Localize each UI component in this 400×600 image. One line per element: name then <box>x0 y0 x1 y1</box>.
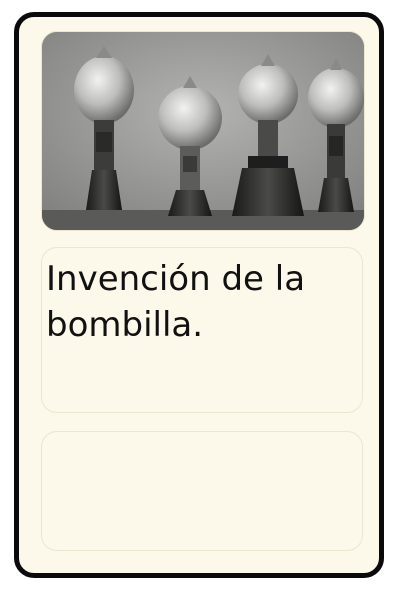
image-panel <box>41 31 365 231</box>
answer-panel[interactable] <box>41 431 363 551</box>
caption-panel <box>41 247 363 413</box>
card-caption: Invención de la bombilla. <box>46 259 306 345</box>
lightbulbs-photo <box>42 32 364 230</box>
flash-card <box>14 12 384 578</box>
